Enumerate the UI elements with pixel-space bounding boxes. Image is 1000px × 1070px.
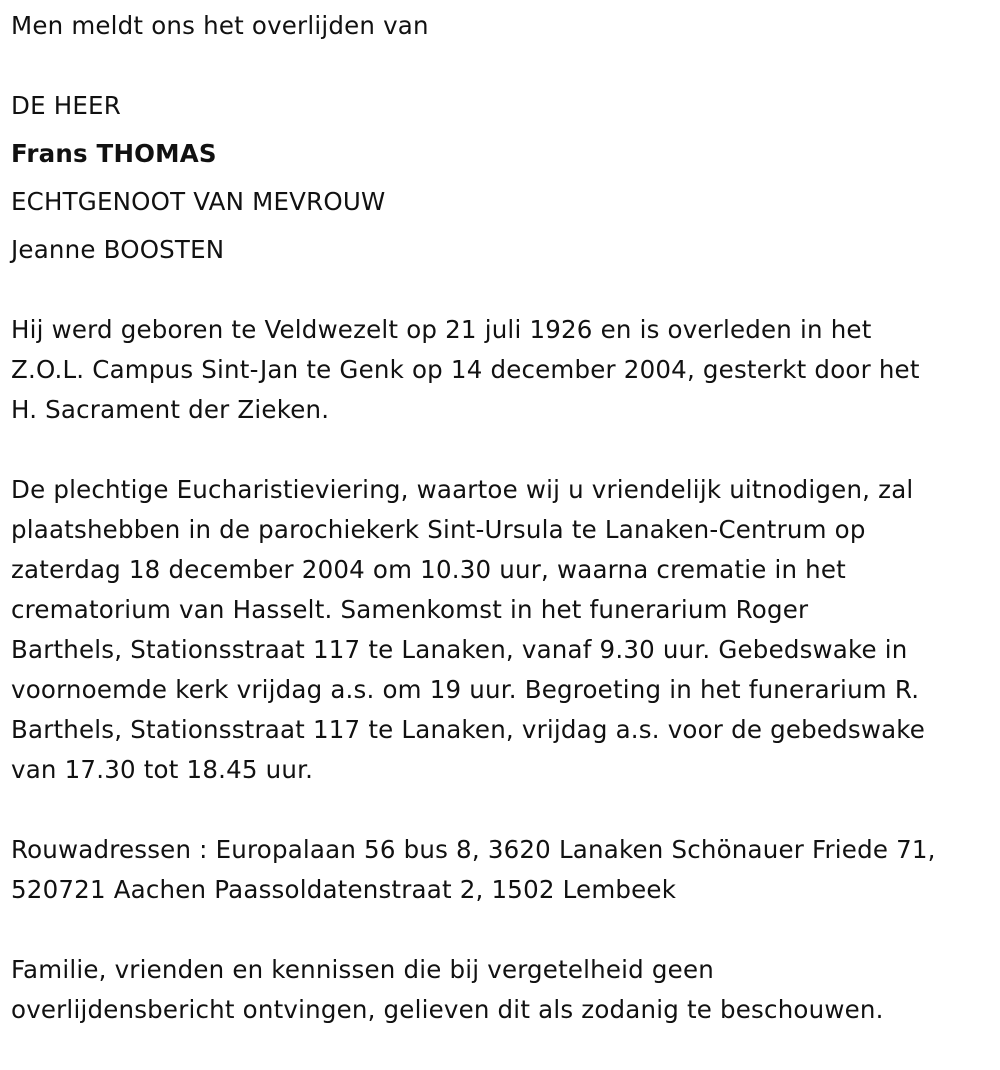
mourning-addresses-paragraph [11, 830, 993, 910]
paragraph-line: Familie, vrienden en kennissen die bij vergetelheid geen [11, 955, 714, 984]
paragraph-line: Z.O.L. Campus Sint-Jan te Genk op 14 december 2004, gesterkt door het [11, 355, 920, 384]
paragraph-line: Hij werd geboren te Veldwezelt op 21 juli 1926 en is overleden in het [11, 315, 872, 344]
paragraph-line: plaatshebben in de parochiekerk Sint-Ursula te Lanaken-Centrum op [11, 515, 866, 544]
paragraph-line: overlijdensbericht ontvingen, gelieven dit als zodanig te beschouwen. [11, 995, 884, 1024]
paragraph-line: Barthels, Stationsstraat 117 te Lanaken, vanaf 9.30 uur. Gebedswake in [11, 635, 908, 664]
paragraph-line: 520721 Aachen Paassoldatenstraat 2, 1502 Lembeek [11, 875, 677, 904]
paragraph-line: H. Sacrament der Zieken. [11, 395, 330, 424]
paragraph-line: Rouwadressen : Europalaan 56 bus 8, 3620 Lanaken Schönauer Friede 71, [11, 835, 936, 864]
notice-paragraph [11, 950, 993, 1030]
obituary-document [11, 6, 993, 1070]
honorific-title: DE HEER [11, 91, 121, 120]
intro-line: Men meldt ons het overlijden van [11, 11, 429, 40]
paragraph-line: crematorium van Hasselt. Samenkomst in het funerarium Roger [11, 595, 809, 624]
birth-death-paragraph [11, 310, 993, 430]
paragraph-line: voornoemde kerk vrijdag a.s. om 19 uur. Begroeting in het funerarium R. [11, 675, 920, 704]
relation-line: ECHTGENOOT VAN MEVROUW [11, 187, 386, 216]
paragraph-line: zaterdag 18 december 2004 om 10.30 uur, waarna crematie in het [11, 555, 846, 584]
paragraph-line: De plechtige Eucharistieviering, waartoe wij u vriendelijk uitnodigen, zal [11, 475, 914, 504]
ceremony-paragraph [11, 470, 993, 790]
deceased-name: Frans THOMAS [11, 139, 217, 168]
paragraph-line: Barthels, Stationsstraat 117 te Lanaken, vrijdag a.s. voor de gebedswake [11, 715, 926, 744]
paragraph-line: van 17.30 tot 18.45 uur. [11, 755, 314, 784]
spouse-name: Jeanne BOOSTEN [11, 235, 225, 264]
